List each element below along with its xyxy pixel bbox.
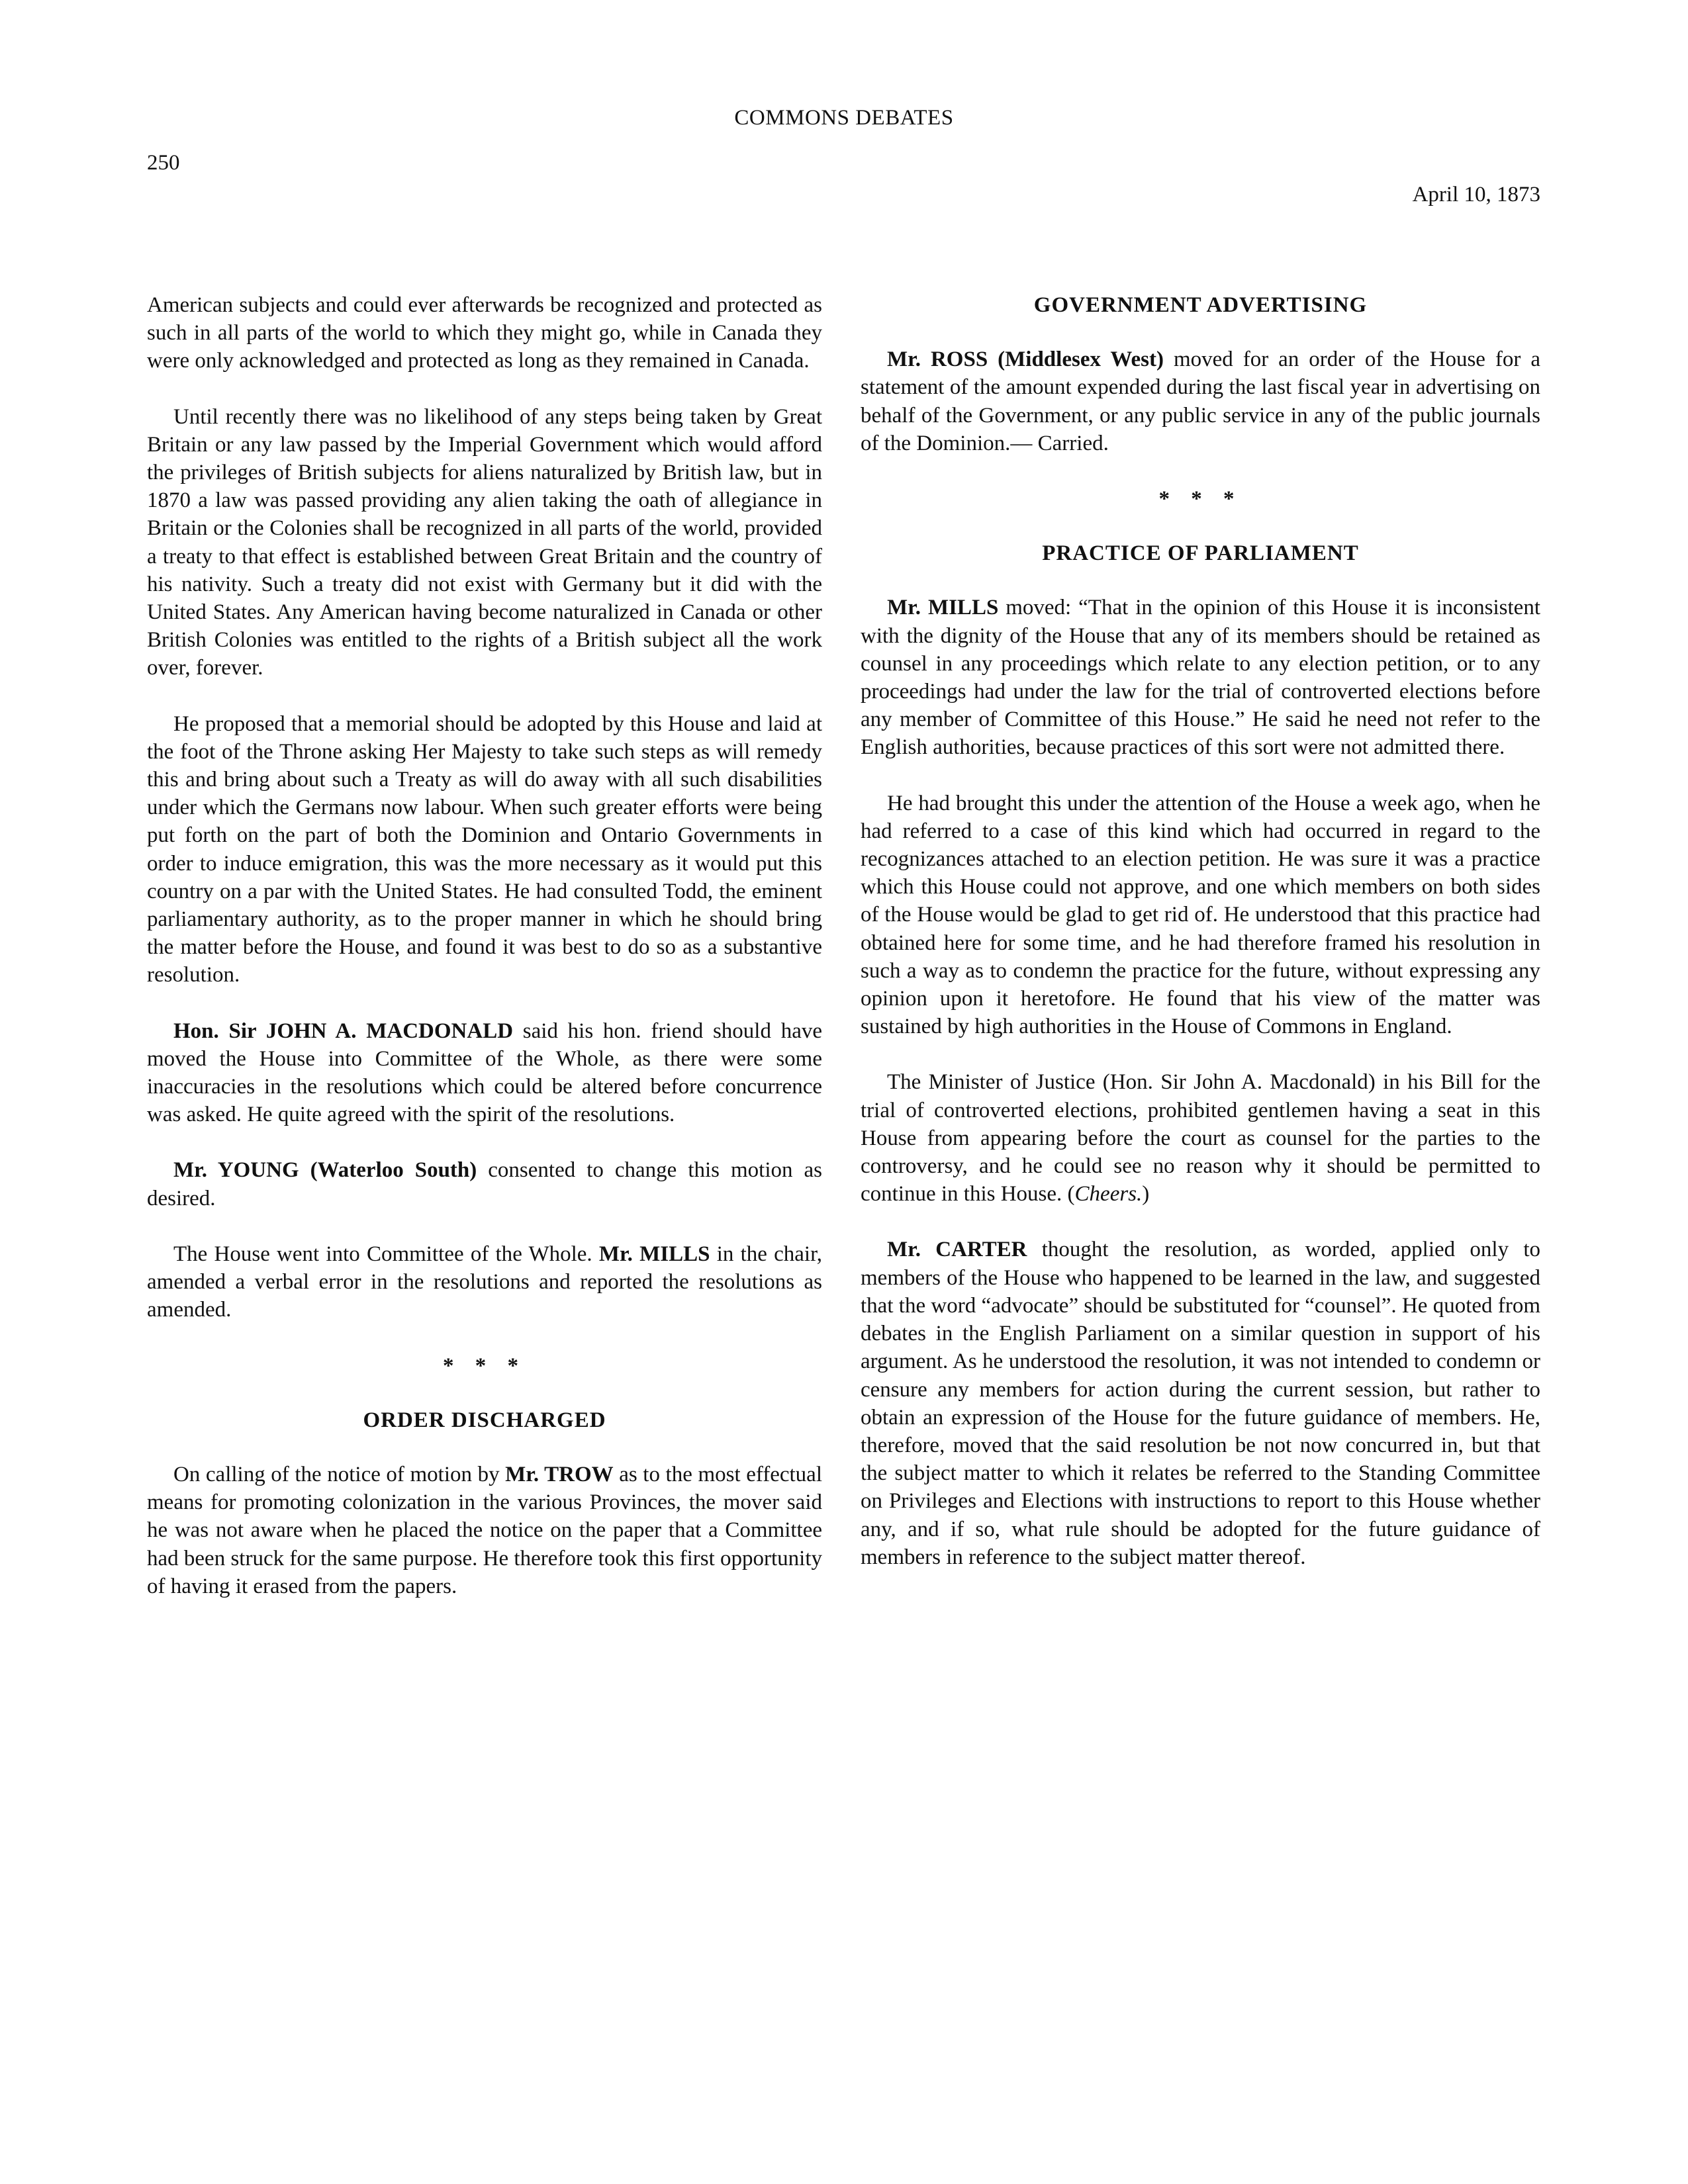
- section-separator: * * *: [443, 1353, 526, 1378]
- paragraph-text: moved: “That in the opinion of this House it is inconsistent with the dignity of the House that any of its members should be retained as counsel in any proceedings which relate to any election petition, or to any proceedings had under the law for the trial of controverted elections before any member of Committee of this House.” He said he need not refer to the English authorities, because practices of this sort were not admitted there.: [861, 596, 1540, 760]
- running-head: COMMONS DEBATES: [734, 106, 954, 130]
- paragraph-text: in the chair, amended a verbal error in the resolutions and reported the resolutions as amended.: [147, 1242, 822, 1322]
- right-paragraph-2: [861, 594, 1540, 761]
- italic-text: Cheers.: [1074, 1182, 1143, 1206]
- paragraph-text: consented to change this motion as desired.: [147, 1158, 822, 1210]
- right-column: [861, 291, 1540, 1599]
- section-heading-order-discharged: ORDER DISCHARGED: [363, 1408, 606, 1432]
- section-heading-practice-of-parliament: PRACTICE OF PARLIAMENT: [1042, 541, 1359, 566]
- speaker-name: Hon. Sir JOHN A. MACDONALD: [173, 1019, 514, 1043]
- paragraph-text: as to the most effectual means for promoting colonization in the various Provinces, the mover said he was not aware when he placed the notice on the paper that a Committee had been struck for the same purpose. He therefore took this first opportunity of having it erased from the papers.: [147, 1462, 822, 1598]
- left-paragraph-7: [147, 1461, 822, 1600]
- speaker-name: Mr. CARTER: [887, 1238, 1027, 1262]
- right-paragraph-1: [861, 345, 1540, 457]
- left-paragraph-3: He proposed that a memorial should be adopted by this House and laid at the foot of the Throne asking Her Majesty to take such steps as will remedy this and bring about such a Treaty as will do away with all such disabilities under which the Germans now labour. When such greater efforts were being put forth on the part of both the Dominion and Ontario Governments in order to induce emigration, this was the more necessary as it would put this country on a par with the United States. He had consulted Todd, the eminent parliamentary authority, as to the proper manner in which he should bring the matter before the House, and found it was best to do so as a substantive resolution.: [147, 711, 822, 987]
- left-paragraph-6: [147, 1240, 822, 1324]
- speaker-name: Mr. MILLS: [887, 596, 999, 620]
- section-separator: * * *: [1158, 487, 1243, 512]
- paragraph-text: ): [1142, 1182, 1150, 1206]
- speaker-name: Mr. ROSS (Middlesex West): [887, 347, 1164, 372]
- left-paragraph-4: [147, 1017, 822, 1129]
- left-paragraph-5: [147, 1156, 822, 1212]
- paragraph-text: The Minister of Justice (Hon. Sir John A. Macdonald) in his Bill for the trial of controverted elections, prohibited gentlemen having a seat in this House from appearing before the court as counsel for the parties to the controversy, and he could see no reason why it should be permitted to continue in this House. (: [861, 1070, 1540, 1206]
- section-heading-government-advertising: GOVERNMENT ADVERTISING: [1033, 293, 1368, 317]
- speaker-name: Mr. TROW: [505, 1462, 614, 1486]
- right-paragraph-5: [861, 1236, 1540, 1570]
- paragraph-text: thought the resolution, as worded, applied only to members of the House who happened to be learned in the law, and suggested that the word “advocate” should be substituted for “counsel”. He quoted from debates in the English Parliament on a similar question in support of his argument. As he understood the resolution, it was not intended to condemn or censure any members for action during the current session, but rather to obtain an expression of the House for the future guidance of members. He, therefore, moved that the said resolution be not now concurred in, but that the subject matter to which it relates be referred to the Standing Committee on Privileges and Elections with instructions to report to this House whether any, and if so, what rule should be adopted for the future guidance of members in reference to the subject matter thereof.: [861, 1238, 1541, 1569]
- left-paragraph-2: Until recently there was no likelihood of any steps being taken by Great Britain or any law passed by the Imperial Government which would afford the privileges of British subjects for aliens naturalized by British law, but in 1870 a law was passed providing any alien taking the oath of allegiance in Britain or the Colonies shall be recognized in all parts of the world, provided a treaty to that effect is established between Great Britain and the country of his nativity. Such a treaty did not exist with Germany but it did with the United States. Any American having become naturalized in Canada or other British Colonies was entitled to the rights of a British subject all the work over, forever.: [147, 404, 822, 680]
- speaker-name: Mr. MILLS: [598, 1242, 710, 1266]
- paragraph-text: said his hon. friend should have moved the House into Committee of the Whole, as there were some inaccuracies in the resolutions which could be altered before concurrence was asked. He quite agreed with the spirit of the resolutions.: [147, 1019, 822, 1127]
- right-paragraph-3: He had brought this under the attention of the House a week ago, when he had referred to a case of this kind which had occurred in regard to the recognizances attached to an election petition. He was sure it was a practice which this House could not approve, and one which members on both sides of the House would be glad to get rid of. He understood that this practice had obtained here for some time, and he had therefore framed his resolution in such a way as to condemn the practice for the future, without expressing any opinion upon it heretofore. He found that his view of the matter was sustained by high authorities in the House of Commons in England.: [861, 791, 1540, 1039]
- left-paragraph-1: American subjects and could ever afterwards be recognized and protected as such in all parts of the world to which they might go, while in Canada they were only acknowledged and protected as long as they remained in Canada.: [147, 293, 822, 373]
- page-number: 250: [147, 151, 180, 175]
- paragraph-text: moved for an order of the House for a statement of the amount expended during the last fiscal year in advertising on behalf of the Government, or any public service in any of the public journals of the Dominion.— Carried.: [861, 347, 1540, 455]
- right-paragraph-4: [861, 1068, 1540, 1208]
- paragraph-text: On calling of the notice of motion by: [173, 1462, 506, 1486]
- page-date: April 10, 1873: [1412, 183, 1540, 206]
- left-column: [147, 291, 822, 1628]
- speaker-name: Mr. YOUNG (Waterloo South): [173, 1158, 477, 1183]
- paragraph-text: The House went into Committee of the Whole.: [173, 1242, 599, 1266]
